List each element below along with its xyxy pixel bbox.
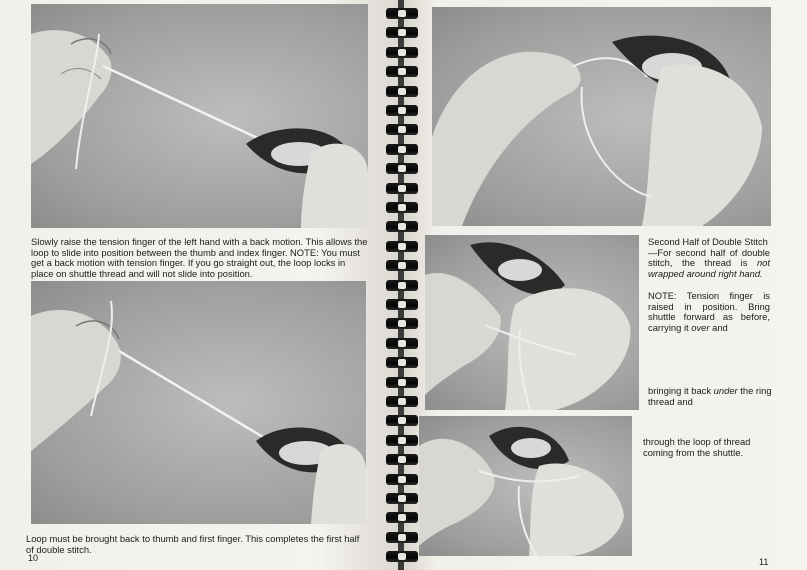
binding-ring [386,241,418,252]
binding-ring [386,66,418,77]
binding-ring [386,532,418,543]
page-number-right: 11 [759,557,769,567]
photo-second-half-start [432,7,771,226]
binding-ring [386,512,418,523]
binding-ring [386,357,418,368]
binding-ring [386,415,418,426]
para-not-wrapped: —For second half of double stitch, the thread is not wrapped around right hand. [648,246,770,279]
binding-ring [386,260,418,271]
binding-ring [386,124,418,135]
hands-shuttle-illustration [419,416,632,556]
binding-ring [386,338,418,349]
photo-raise-tension-finger [31,4,368,228]
caption-tension-note: NOTE: Tension finger is raised in position. Bring shuttle forward as before, carrying it over and [648,290,770,333]
caption-second-half-stitch [648,237,770,279]
binding-ring [386,396,418,407]
page-number-left: 10 [28,553,39,563]
binding-ring [386,163,418,174]
caption-through-loop: through the loop of thread coming from the shuttle. [643,436,751,458]
binding-ring [386,551,418,562]
binding-ring [386,27,418,38]
binding-ring [386,474,418,485]
caption-bring-back-under: bringing it back under the ring thread and [648,385,772,407]
photo-shuttle-over [425,235,639,410]
binding-ring [386,493,418,504]
hands-shuttle-illustration [31,281,366,524]
binding-ring [386,221,418,232]
binding-ring [386,318,418,329]
caption-loop-to-thumb: Loop must be brought back to thumb and first finger. This completes the first half of double stitch. [26,533,360,555]
binding-ring [386,202,418,213]
binding-ring [386,454,418,465]
photo-through-loop [419,416,632,556]
binding-ring [386,8,418,19]
section-heading: Second Half of Double Stitch [648,236,768,247]
hands-shuttle-illustration [432,7,771,226]
binding-ring [386,183,418,194]
spiral-binding [380,0,424,570]
hands-shuttle-illustration [31,4,368,228]
binding-ring [386,105,418,116]
binding-ring [386,377,418,388]
binding-ring [386,435,418,446]
hands-shuttle-illustration [425,235,639,410]
binding-ring [386,86,418,97]
photo-loop-to-thumb [31,281,366,524]
binding-ring [386,299,418,310]
binding-ring [386,47,418,58]
caption-raise-tension-finger: Slowly raise the tension finger of the left hand with a back motion. This allows the loop to slide into position between the thumb and index finger. NOTE: You must get a back motion with tension finger. If you go straight out, the loop locks in place on shuttle thread and will not slide into position. [31,236,368,279]
right-page [404,0,807,570]
left-page [0,0,398,570]
binding-ring [386,144,418,155]
binding-ring [386,280,418,291]
